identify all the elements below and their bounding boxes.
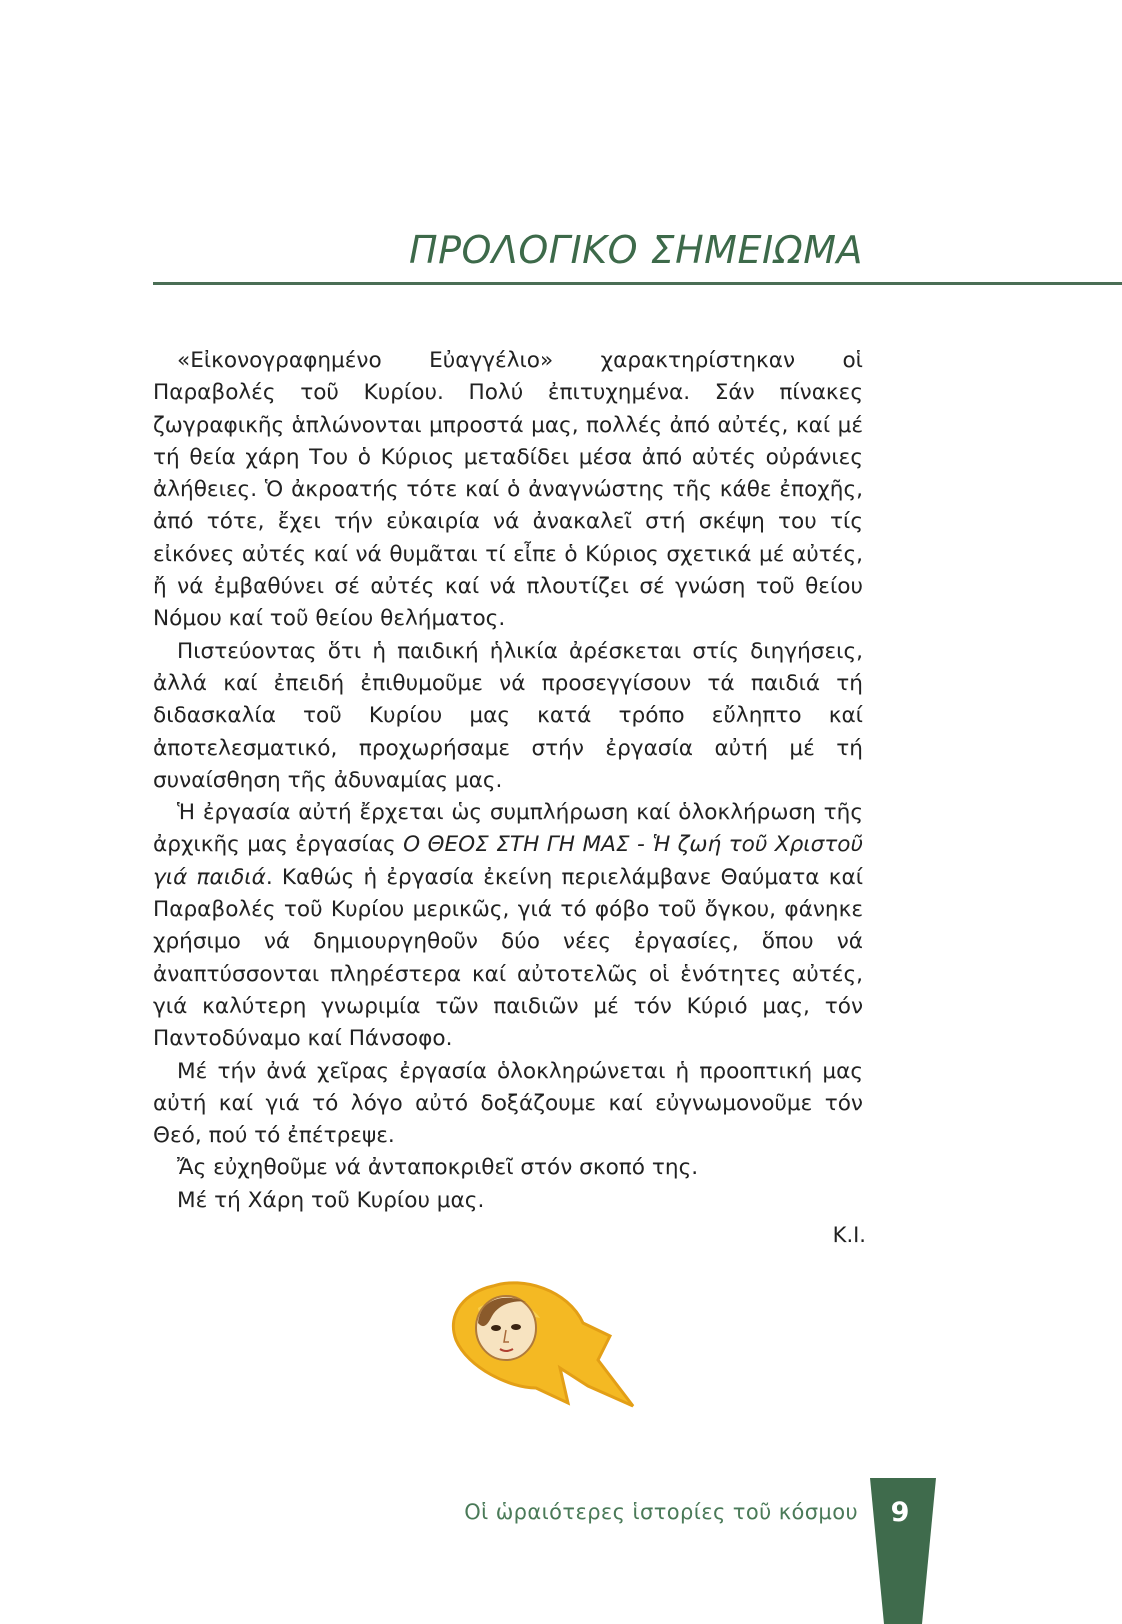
footer-book-title: Οἱ ὡραιότερες ἱστορίες τοῦ κόσμου [464,1500,858,1524]
page-number: 9 [890,1497,910,1528]
paragraph-1: «Εἰκονογραφημένο Εὐαγγέλιο» χαρακτηρίστηκαν οἱ Παραβολές τοῦ Κυρίου. Πολύ ἐπιτυχημένα. Σάν πίνακες ζωγραφικῆς ἁπλώνονται μπροστά μας, πολλές ἀπό αὐτές, καί μέ τή θεία χάρη Του ὁ Κύριος μεταδίδει μέσα ἀπό αὐτές οὐράνιες ἀλήθειες. Ὁ ἀκροατής τότε καί ὁ ἀναγνώστης τῆς κάθε ἐποχῆς, ἀπό τότε, ἔχει τήν εὐκαιρία νά ἀνακαλεῖ στή σκέψη του τίς εἰκόνες αὐτές καί νά θυμᾶται τί εἶπε ὁ Κύριος σχετικά μέ αὐτές, ἤ νά ἐμβαθύνει σέ αὐτές καί νά πλουτίζει σέ γνώση τοῦ θείου Νόμου καί τοῦ θείου θελήματος. [153,348,863,632]
book-reference: Ο ΘΕΟΣ ΣΤΗ ΓΗ ΜΑΣ - Ἡ ζωή τοῦ Χριστοῦ γιά παιδιά [153,832,863,890]
paragraph-3-end: . Καθώς ἡ ἐργασία ἐκείνη περιελάμβανε Θαύματα καί Παραβολές τοῦ Κυρίου μερικῶς, γιά τό φόβο τοῦ ὄγκου, φάνηκε χρήσιμο νά δημιουργηθοῦν δύο νέες ἐργασίες, ὅπου νά ἀναπτύσσονται πληρέστερα καί αὐτοτελῶς οἱ ἑνότητες αὐτές, γιά καλύτερη γνωριμία τῶν παιδιῶν μέ τόν Κύριό μας, τόν Παντοδύναμο καί Πάνσοφο. [153,864,863,1052]
paragraph-3 [153,797,863,1055]
paragraph-5: Ἄς εὐχηθοῦμε νά ἀνταποκριθεῖ στόν σκοπό της. [177,1155,699,1181]
paragraph-6: Μέ τή Χάρη τοῦ Κυρίου μας. [177,1187,485,1213]
right-eye [511,1324,521,1330]
signature-initials: Κ.Ι. [832,1223,866,1247]
page-title: ΠΡΟΛΟΓΙΚΟ ΣΗΜΕΙΩΜΑ [409,228,863,272]
paragraph-3-start: Ἡ ἐργασία αὐτή ἔρχεται ὡς συμπλήρωση καί ὁλοκλήρωση τῆς ἀρχικῆς μας ἐργασίας [153,800,863,858]
title-divider [153,282,1122,285]
paragraph-2: Πιστεύοντας ὅτι ἡ παιδική ἡλικία ἀρέσκεται στίς διηγήσεις, ἀλλά καί ἐπειδή ἐπιθυμοῦμε νά προσεγγίσουν τά παιδιά τή διδασκαλία τοῦ Κυρίου μας κατά τρόπο εὔληπτο καί ἀποτελεσματικό, προχωρήσαμε στήν ἐργασία αὐτή μέ τή συναίσθηση τῆς ἀδυναμίας μας. [153,638,863,793]
left-eye [491,1325,501,1331]
comet-face-illustration [448,1278,638,1443]
paragraph-4: Μέ τήν ἀνά χεῖρας ἐργασία ὁλοκληρώνεται ἡ προοπτική μας αὐτή καί γιά τό λόγο αὐτό δοξάζουμε καί εὐγνωμονοῦμε τόν Θεό, πού τό ἐπέτρεψε. [153,1058,863,1149]
preface-body [153,345,863,1217]
